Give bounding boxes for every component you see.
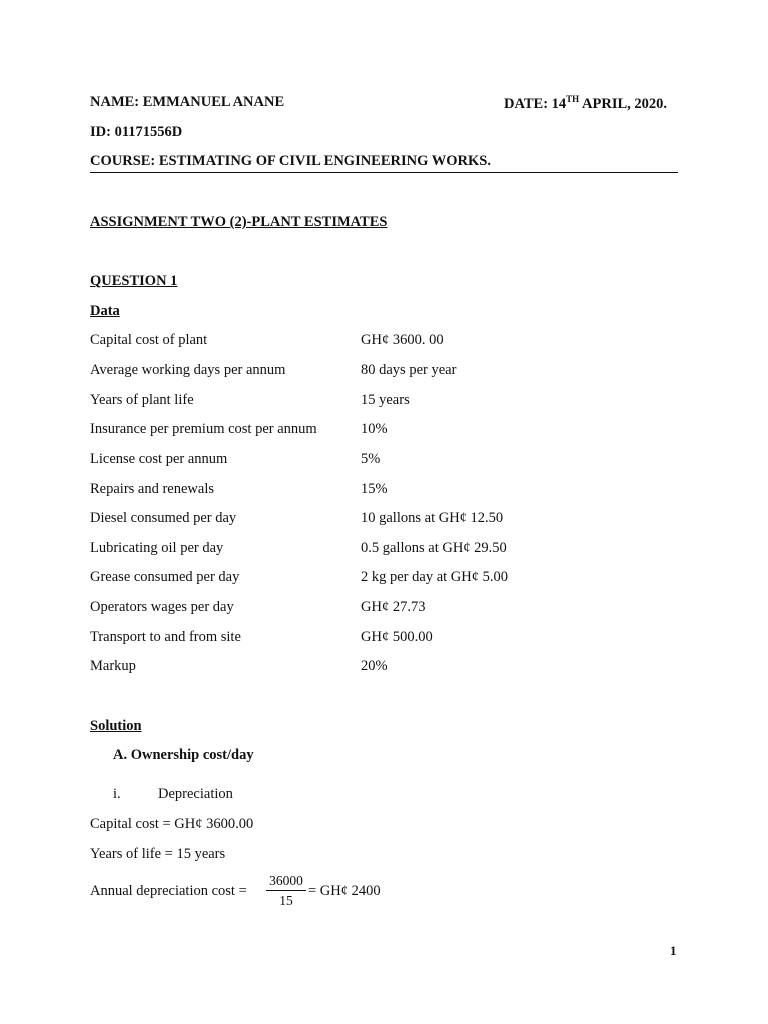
data-row-label: Operators wages per day	[90, 599, 234, 615]
annual-depreciation-result: = GH¢ 2400	[308, 883, 381, 899]
date-line	[504, 94, 667, 113]
data-row-label: License cost per annum	[90, 451, 228, 467]
data-row-value: 5%	[361, 451, 381, 467]
data-row-label: Average working days per annum	[90, 362, 286, 378]
data-row-value: 0.5 gallons at GH¢ 29.50	[361, 540, 507, 556]
data-row-label: Diesel consumed per day	[90, 510, 237, 526]
fraction-denominator: 15	[279, 893, 293, 908]
data-row-value: 20%	[361, 658, 388, 674]
section-a-heading: A. Ownership cost/day	[113, 747, 254, 763]
data-row-label: Grease consumed per day	[90, 569, 240, 585]
years-of-life-line: Years of life = 15 years	[90, 846, 226, 862]
data-row-value: 10%	[361, 421, 388, 437]
item-title: Depreciation	[158, 786, 233, 802]
date-superscript: TH	[566, 94, 580, 104]
annual-depreciation-label: Annual depreciation cost =	[90, 883, 247, 899]
data-row-value: GH¢ 3600. 00	[361, 332, 444, 348]
data-row-value: 2 kg per day at GH¢ 5.00	[361, 569, 508, 585]
data-row-label: Insurance per premium cost per annum	[90, 421, 317, 437]
data-row-value: 80 days per year	[361, 362, 457, 378]
data-row-value: 15%	[361, 481, 388, 497]
data-row-value: GH¢ 500.00	[361, 629, 433, 645]
data-row-label: Capital cost of plant	[90, 332, 208, 348]
fraction-numerator: 36000	[269, 873, 303, 888]
data-row-label: Repairs and renewals	[90, 481, 215, 497]
page-number: 1	[670, 943, 677, 958]
data-row-label: Markup	[90, 658, 136, 674]
item-number: i.	[113, 786, 121, 802]
header-divider	[90, 172, 678, 173]
capital-cost-line: Capital cost = GH¢ 3600.00	[90, 816, 254, 832]
question-heading: QUESTION 1	[90, 273, 178, 289]
data-row-label: Transport to and from site	[90, 629, 241, 645]
data-row-value: 15 years	[361, 392, 410, 408]
student-name: NAME: EMMANUEL ANANE	[90, 94, 285, 110]
data-row-value: 10 gallons at GH¢ 12.50	[361, 510, 504, 526]
student-id: ID: 01171556D	[90, 124, 183, 140]
depreciation-fraction	[266, 872, 306, 909]
solution-heading: Solution	[90, 718, 142, 734]
data-heading: Data	[90, 303, 120, 319]
course-line: COURSE: ESTIMATING OF CIVIL ENGINEERING WORKS.	[90, 153, 491, 169]
data-row-label: Lubricating oil per day	[90, 540, 224, 556]
date-prefix: DATE: 14	[504, 96, 567, 112]
data-row-label: Years of plant life	[90, 392, 194, 408]
assignment-title: ASSIGNMENT TWO (2)-PLANT ESTIMATES	[90, 214, 388, 230]
data-row-value: GH¢ 27.73	[361, 599, 426, 615]
fraction-bar	[266, 890, 306, 891]
date-suffix: APRIL, 2020.	[579, 96, 668, 112]
